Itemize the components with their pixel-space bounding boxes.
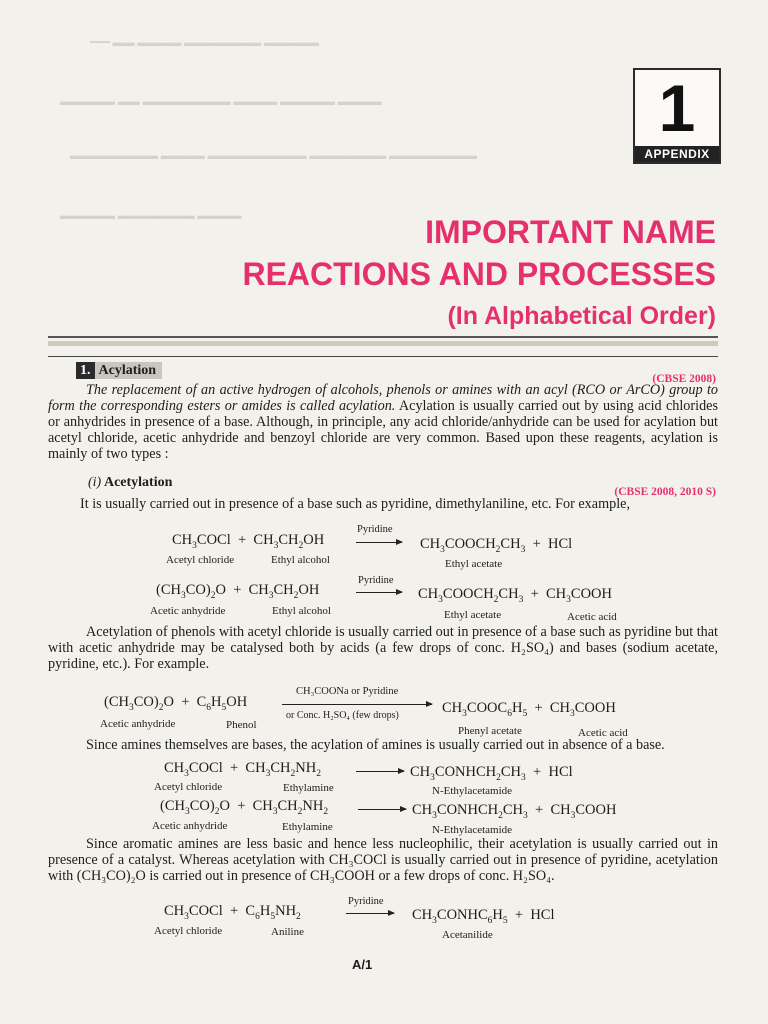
reaction-3-products: $CH_3COOC_6H_5$ + $CH_3COOH$	[442, 700, 616, 719]
reaction-6-name-2: Aniline	[271, 926, 304, 938]
reaction-3-arrow	[282, 704, 432, 705]
appendix-badge	[633, 68, 721, 164]
reaction-2-name-1: Acetic anhydride	[150, 605, 226, 617]
section-heading	[76, 362, 162, 379]
reaction-1-reactants: $CH_3COCl + CH_3CH_2OH$	[172, 532, 325, 551]
reaction-6-reactants: $CH_3COCl + C_6H_5NH_2$	[164, 903, 301, 922]
reaction-6-name-1: Acetyl chloride	[154, 925, 223, 937]
reaction-5-name-3: N-Ethylacetamide	[432, 824, 513, 836]
page-title-line1: IMPORTANT NAME	[425, 214, 716, 250]
reaction-2-name-3: Ethyl acetate	[444, 609, 502, 621]
reaction-1-products: $CH_3COOCH_2CH_3$ + HCl	[420, 536, 573, 555]
definition-italic: The replacement of an active hydrogen of alcohols, phenols or amines with an acyl (RCO or ArCO) group to form the corresponding esters or amides is called acylation.	[48, 382, 718, 414]
reaction-2-arrow	[356, 592, 402, 593]
section-citation: (CBSE 2008)	[652, 373, 716, 385]
reaction-4-arrow	[356, 771, 404, 772]
section-rule	[48, 356, 718, 357]
reaction-6-condition: Pyridine	[348, 896, 384, 907]
section-number: 1.	[76, 362, 95, 379]
reaction-3-name-4: Acetic acid	[578, 727, 628, 739]
bleed-through-text: ━━━ ▬▬ ▬▬▬▬ ▬▬▬▬▬▬▬ ▬▬▬▬▬	[90, 37, 319, 49]
reaction-3-reactants: $(CH_3CO)_2O + C_6H_5OH$	[104, 694, 248, 713]
reaction-2-condition: Pyridine	[358, 575, 394, 586]
reaction-2-name-4: Acetic acid	[567, 611, 617, 623]
reaction-2-name-2: Ethyl alcohol	[272, 605, 331, 617]
title-rule	[48, 336, 718, 338]
appendix-label: APPENDIX	[635, 146, 719, 162]
subsection-text: It is usually carried out in presence of a base such as pyridine, dimethylaniline, etc. For example,	[80, 496, 630, 512]
reaction-4-reactants: $CH_3COCl + CH_3CH_2NH_2$	[164, 760, 321, 779]
reaction-4-products: $CH_3CONHCH_2CH_3$ + HCl	[410, 764, 573, 783]
section-definition	[48, 382, 718, 462]
reaction-6-products: $CH_3CONHC_6H_5$ + HCl	[412, 907, 555, 926]
reaction-5-arrow	[358, 809, 406, 810]
reaction-4-name-3: N-Ethylacetamide	[432, 785, 513, 797]
definition-rest: Acylation is usually carried out by using acid chlorides or anhydrides in presence of a base. Although, in principle, any acid chloride/anhydride can be used for acylation but acetyl chloride, acetic anhydride and benzoyl chloride are very common. Based upon these reagents, acylation is mainly of two types :	[48, 398, 718, 462]
section-name: Acylation	[98, 362, 157, 378]
reaction-6-arrow	[346, 913, 394, 914]
subsection-heading: (i) Acetylation	[88, 475, 173, 490]
page-subtitle: (In Alphabetical Order)	[447, 302, 716, 330]
reaction-5-products: $CH_3CONHCH_2CH_3$ + $CH_3COOH$	[412, 802, 617, 821]
reaction-6-name-3: Acetanilide	[442, 929, 493, 941]
reaction-5-name-1: Acetic anhydride	[152, 820, 228, 832]
phenols-paragraph: Acetylation of phenols with acetyl chloride is usually carried out in presence of a base such as pyridine but that with acetic anhydride may be catalysed both by acids (a few drops of conc. H₂SO₄) and bases (sodium acetate, pyridine, etc.). For example.	[48, 624, 718, 672]
reaction-1-condition: Pyridine	[357, 524, 393, 535]
title-rule-shadow	[48, 341, 718, 346]
reaction-3-name-1: Acetic anhydride	[100, 718, 176, 730]
bleed-through-text: ▬▬▬▬▬ ▬▬▬▬▬▬▬ ▬▬▬▬	[60, 210, 242, 222]
reaction-1-name-3: Ethyl acetate	[445, 558, 503, 570]
reaction-1-name-2: Ethyl alcohol	[271, 554, 330, 566]
reaction-4-name-1: Acetyl chloride	[154, 781, 223, 793]
appendix-number: 1	[658, 71, 696, 145]
reaction-2-products: $CH_3COOCH_2CH_3$ + $CH_3COOH$	[418, 586, 612, 605]
aromatic-paragraph: Since aromatic amines are less basic and hence less nucleophilic, their acetylation is usually carried out in presence of a catalyst. Whereas acetylation with CH₃COCl is usually carried out in presence of pyridine, acetylation with (CH₃CO)₂O is carried out in presence of CH₃COOH or a few drops of conc. H₂SO₄.	[48, 836, 718, 884]
reaction-1-arrow	[356, 542, 402, 543]
bleed-through-text: ▬▬▬▬▬▬▬▬ ▬▬▬▬ ▬▬▬▬▬▬▬▬▬ ▬▬▬▬▬▬▬ ▬▬▬▬▬▬▬▬	[70, 150, 477, 162]
reaction-4-name-2: Ethylamine	[283, 782, 334, 794]
page-number: A/1	[352, 957, 373, 972]
bleed-through-text: ▬▬▬▬▬ ▬▬ ▬▬▬▬▬▬▬▬ ▬▬▬▬ ▬▬▬▬▬ ▬▬▬▬	[60, 96, 382, 108]
amines-paragraph: Since amines themselves are bases, the acylation of amines is usually carried out in absence of a base.	[86, 737, 665, 753]
reaction-5-reactants: $(CH_3CO)_2O + CH_3CH_2NH_2$	[160, 798, 329, 817]
reaction-3-condition-bottom: or Conc. H₂SO₄ (few drops)	[286, 710, 399, 721]
subsection-citation: (CBSE 2008, 2010 S)	[614, 486, 716, 498]
page-title-line2: REACTIONS AND PROCESSES	[242, 256, 716, 292]
reaction-3-name-3: Phenyl acetate	[458, 725, 522, 737]
reaction-2-reactants: $(CH_3CO)_2O + CH_3CH_2OH$	[156, 582, 320, 601]
reaction-1-name-1: Acetyl chloride	[166, 554, 235, 566]
reaction-5-name-2: Ethylamine	[282, 821, 333, 833]
reaction-3-name-2: Phenol	[226, 719, 257, 731]
reaction-3-condition-top: CH₃COONa or Pyridine	[296, 686, 399, 697]
